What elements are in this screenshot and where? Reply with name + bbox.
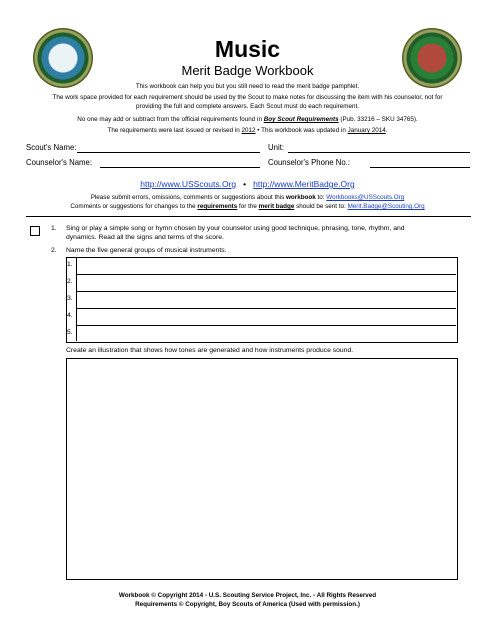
counselor-phone-field[interactable] <box>370 167 470 168</box>
page-title: Music <box>214 36 281 62</box>
scout-name-field[interactable] <box>77 152 260 153</box>
submit-requirements-text: Comments or suggestions for changes to the <box>70 203 198 210</box>
table-row-divider <box>76 274 456 275</box>
submit-workbook-text: Please submit errors, omissions, comments or suggestions about this <box>90 194 286 201</box>
table-row-label-3: 3. <box>67 295 73 302</box>
requirement-1-number: 1. <box>51 225 57 232</box>
usscouts-link[interactable]: http://www.USScouts.Org <box>140 179 237 189</box>
section-divider <box>26 216 471 217</box>
requirement-1-line1: Sing or play a simple song or hymn chosen by your counselor using good technique, phrasing, tone, rhythm, and <box>66 225 405 232</box>
table-row-divider <box>76 308 456 309</box>
note-official-text: No one may add or subtract from the official requirements found in <box>77 116 264 123</box>
requirement-1-text <box>66 224 466 242</box>
submit-workbook-word: workbook <box>286 194 316 201</box>
boy-scout-requirements-link[interactable]: Boy Scout Requirements <box>263 116 339 123</box>
page-subtitle: Merit Badge Workbook <box>181 63 314 78</box>
note-workspace-line2: providing the full and complete answers. Each Scout must do each requirement. <box>136 103 359 110</box>
note-updated-text: • This workbook was updated in <box>255 127 348 134</box>
submit-to-text: to: <box>315 194 327 201</box>
should-be-sent-text: should be sent to: <box>294 203 348 210</box>
counselor-name-label: Counselor's Name: <box>26 158 93 167</box>
counselor-name-field[interactable] <box>100 167 260 168</box>
meritbadge-link[interactable]: http://www.MeritBadge.Org <box>253 179 355 189</box>
illustration-box[interactable] <box>66 358 458 580</box>
table-row-divider <box>76 291 456 292</box>
submit-workbook-note <box>30 193 465 202</box>
workbooks-email-link[interactable]: Workbooks@USScouts.Org <box>326 194 405 201</box>
table-row-label-2: 2. <box>67 278 73 285</box>
instrument-groups-table <box>66 257 458 343</box>
table-row-label-1: 1. <box>67 261 73 268</box>
requirement-2-number: 2. <box>51 247 57 254</box>
note-workspace <box>30 93 465 111</box>
for-the-text: for the <box>237 203 259 210</box>
table-row-divider <box>76 325 456 326</box>
illustration-prompt: Create an illustration that shows how tones are generated and how instruments produce sound. <box>66 347 354 354</box>
requirements-word: requirements <box>197 203 238 210</box>
note-period: . <box>385 127 388 134</box>
link-separator: • <box>243 179 247 189</box>
note-pamphlet: This workbook can help you but you still need to read the merit badge pamphlet. <box>135 83 360 90</box>
requirement-1-line2: dynamics. Read all the signs and terms of the score. <box>66 234 224 241</box>
unit-field[interactable] <box>288 152 470 153</box>
submit-requirements-note <box>30 202 465 211</box>
merit-badge-email-link[interactable]: Merit.Badge@Scouting.Org <box>347 203 425 210</box>
revision-year: 2012 <box>241 127 256 134</box>
requirement-2-text: Name the five general groups of musical instruments. <box>66 247 227 254</box>
links-row <box>0 179 495 189</box>
requirement-1-checkbox[interactable] <box>30 226 40 236</box>
merit-badge-word: merit badge <box>258 203 295 210</box>
note-workspace-line1: The work space provided for each requirement should be used by the Scout to make notes for discussing the item with his counselor, not for <box>52 94 443 101</box>
table-row-label-5: 5. <box>67 329 73 336</box>
footer-copyright: Workbook © Copyright 2014 - U.S. Scouting Service Project, Inc. - All Rights Reserved <box>118 592 377 599</box>
scout-name-label: Scout's Name: <box>26 143 77 152</box>
footer-requirements-copyright: Requirements © Copyright, Boy Scouts of America (Used with permission.) <box>135 601 360 608</box>
counselor-phone-label: Counselor's Phone No.: <box>268 158 351 167</box>
note-revision <box>30 126 465 135</box>
table-row-label-4: 4. <box>67 312 73 319</box>
note-official <box>30 115 465 124</box>
note-official-pub: (Pub. 33216 – SKU 34765). <box>338 116 418 123</box>
unit-label: Unit: <box>268 143 285 152</box>
table-column-divider <box>76 257 77 341</box>
note-revision-text: The requirements were last issued or revised in <box>107 127 242 134</box>
updated-date: January 2014 <box>347 127 386 134</box>
